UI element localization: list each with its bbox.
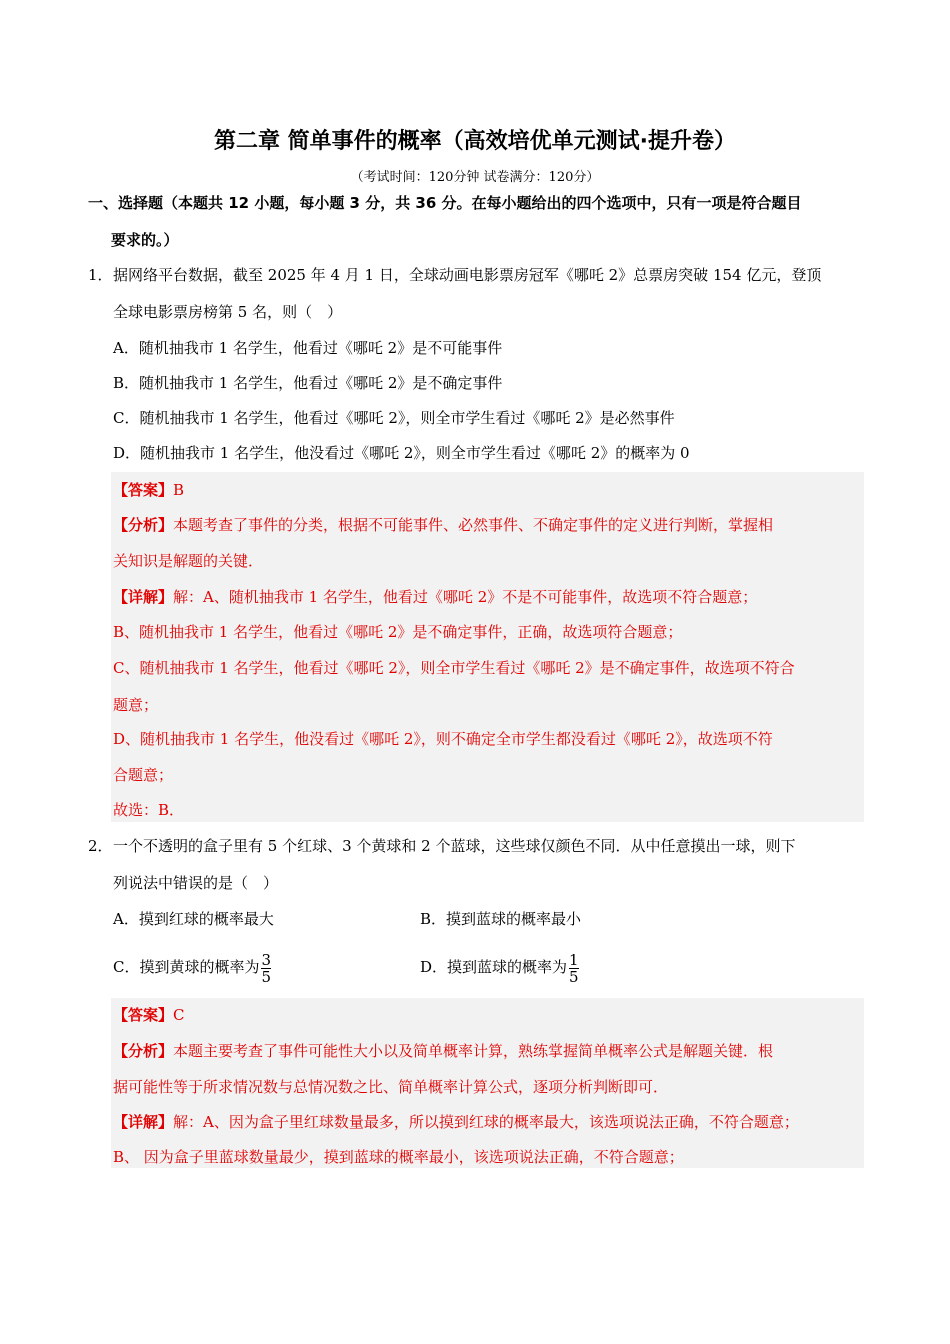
q1-detail-c: C、随机抽我市 1 名学生，他看过《哪吒 2》，则全市学生看过《哪吒 2》是不确定事件，故选项不符合 [113, 659, 795, 677]
q2-stem: 一个不透明的盒子里有 5 个红球、3 个黄球和 2 个蓝球，这些球仅颜色不同．从中任意摸出一球，则下 [113, 837, 796, 855]
detail-text: 解：A、随机抽我市 1 名学生，他看过《哪吒 2》不是不可能事件，故选项不符合题意； [173, 588, 758, 606]
q2-option-c-text: C．摸到黄球的概率为 [113, 958, 260, 976]
section-heading-cont: 要求的。） [111, 231, 179, 249]
q2-option-c [113, 945, 271, 989]
q1-detail-b: B、随机抽我市 1 名学生，他看过《哪吒 2》是不确定事件，正确，故选项符合题意； [113, 623, 683, 641]
analysis-tag: 【分析】 [113, 1042, 174, 1060]
fraction-denominator: 5 [569, 967, 579, 986]
q1-stem-cont: 全球电影票房榜第 5 名，则（ ） [113, 303, 343, 321]
fraction-denominator: 5 [261, 967, 272, 986]
q1-option-b: B．随机抽我市 1 名学生，他看过《哪吒 2》是不确定事件 [113, 374, 503, 392]
q2-analysis-cont: 据可能性等于所求情况数与总情况数之比、简单概率计算公式，逐项分析判断即可． [113, 1078, 669, 1096]
q2-number: 2． [88, 837, 113, 855]
q2-option-b: B．摸到蓝球的概率最小 [420, 910, 582, 928]
section-heading: 一、选择题（本题共 12 小题，每小题 3 分，共 36 分。在每小题给出的四个选项中，只有一项是符合题目 [88, 194, 802, 212]
q1-number: 1． [88, 266, 113, 284]
answer-tag: 【答案】 [113, 1006, 174, 1024]
q1-stem: 据网络平台数据，截至 2025 年 4 月 1 日，全球动画电影票房冠军《哪吒 2》总票房突破 154 亿元，登顶 [113, 266, 822, 284]
q1-detail-d: D、随机抽我市 1 名学生，他没看过《哪吒 2》，则不确定全市学生都没看过《哪吒 2》，故选项不符 [113, 730, 773, 748]
detail-tag: 【详解】 [113, 588, 174, 606]
q2-analysis [113, 1040, 773, 1062]
fraction-one-fifth [569, 952, 579, 985]
q1-option-d: D．随机抽我市 1 名学生，他没看过《哪吒 2》，则全市学生看过《哪吒 2》的概率为 0 [113, 444, 690, 462]
q1-option-a: A．随机抽我市 1 名学生，他看过《哪吒 2》是不可能事件 [113, 339, 503, 357]
fraction-numerator: 3 [261, 950, 272, 969]
page-title: 第二章 简单事件的概率（高效培优单元测试·提升卷） [213, 129, 737, 154]
q1-option-c: C．随机抽我市 1 名学生，他看过《哪吒 2》，则全市学生看过《哪吒 2》是必然事件 [113, 409, 675, 427]
detail-text: 解：A、因为盒子里红球数量最多，所以摸到红球的概率最大，该选项说法正确，不符合题意； [173, 1113, 799, 1131]
q1-answer [113, 479, 184, 501]
q2-option-d-text: D．摸到蓝球的概率为 [420, 958, 568, 976]
q2-option-d [420, 945, 579, 989]
fraction-numerator: 1 [569, 950, 579, 969]
q1-detail-c-cont: 题意； [113, 696, 159, 714]
analysis-text: 本题考查了事件的分类，根据不可能事件、必然事件、不确定事件的定义进行判断，掌握相 [173, 516, 774, 534]
q2-option-a: A．摸到红球的概率最大 [113, 910, 274, 928]
fraction-three-fifths [261, 952, 271, 985]
q2-detail [113, 1111, 799, 1133]
q1-detail [113, 586, 757, 608]
q1-analysis-cont: 关知识是解题的关键． [113, 552, 264, 570]
exam-info: （考试时间：120分钟 试卷满分：120分） [350, 170, 600, 185]
answer-value: C [173, 1006, 185, 1024]
analysis-tag: 【分析】 [113, 516, 174, 534]
analysis-text: 本题主要考查了事件可能性大小以及简单概率计算，熟练掌握简单概率公式是解题关键．根 [173, 1042, 774, 1060]
q1-conclusion: 故选：B． [113, 801, 185, 819]
q1-analysis [113, 514, 773, 536]
q2-detail-b: B、 因为盒子里蓝球数量最少，摸到蓝球的概率最小，该选项说法正确，不符合题意； [113, 1148, 684, 1166]
answer-value: B [173, 481, 185, 499]
answer-tag: 【答案】 [113, 481, 174, 499]
q2-answer [113, 1004, 185, 1026]
q1-detail-d-cont: 合题意； [113, 766, 174, 784]
q2-stem-cont: 列说法中错误的是（ ） [113, 874, 279, 892]
detail-tag: 【详解】 [113, 1113, 174, 1131]
